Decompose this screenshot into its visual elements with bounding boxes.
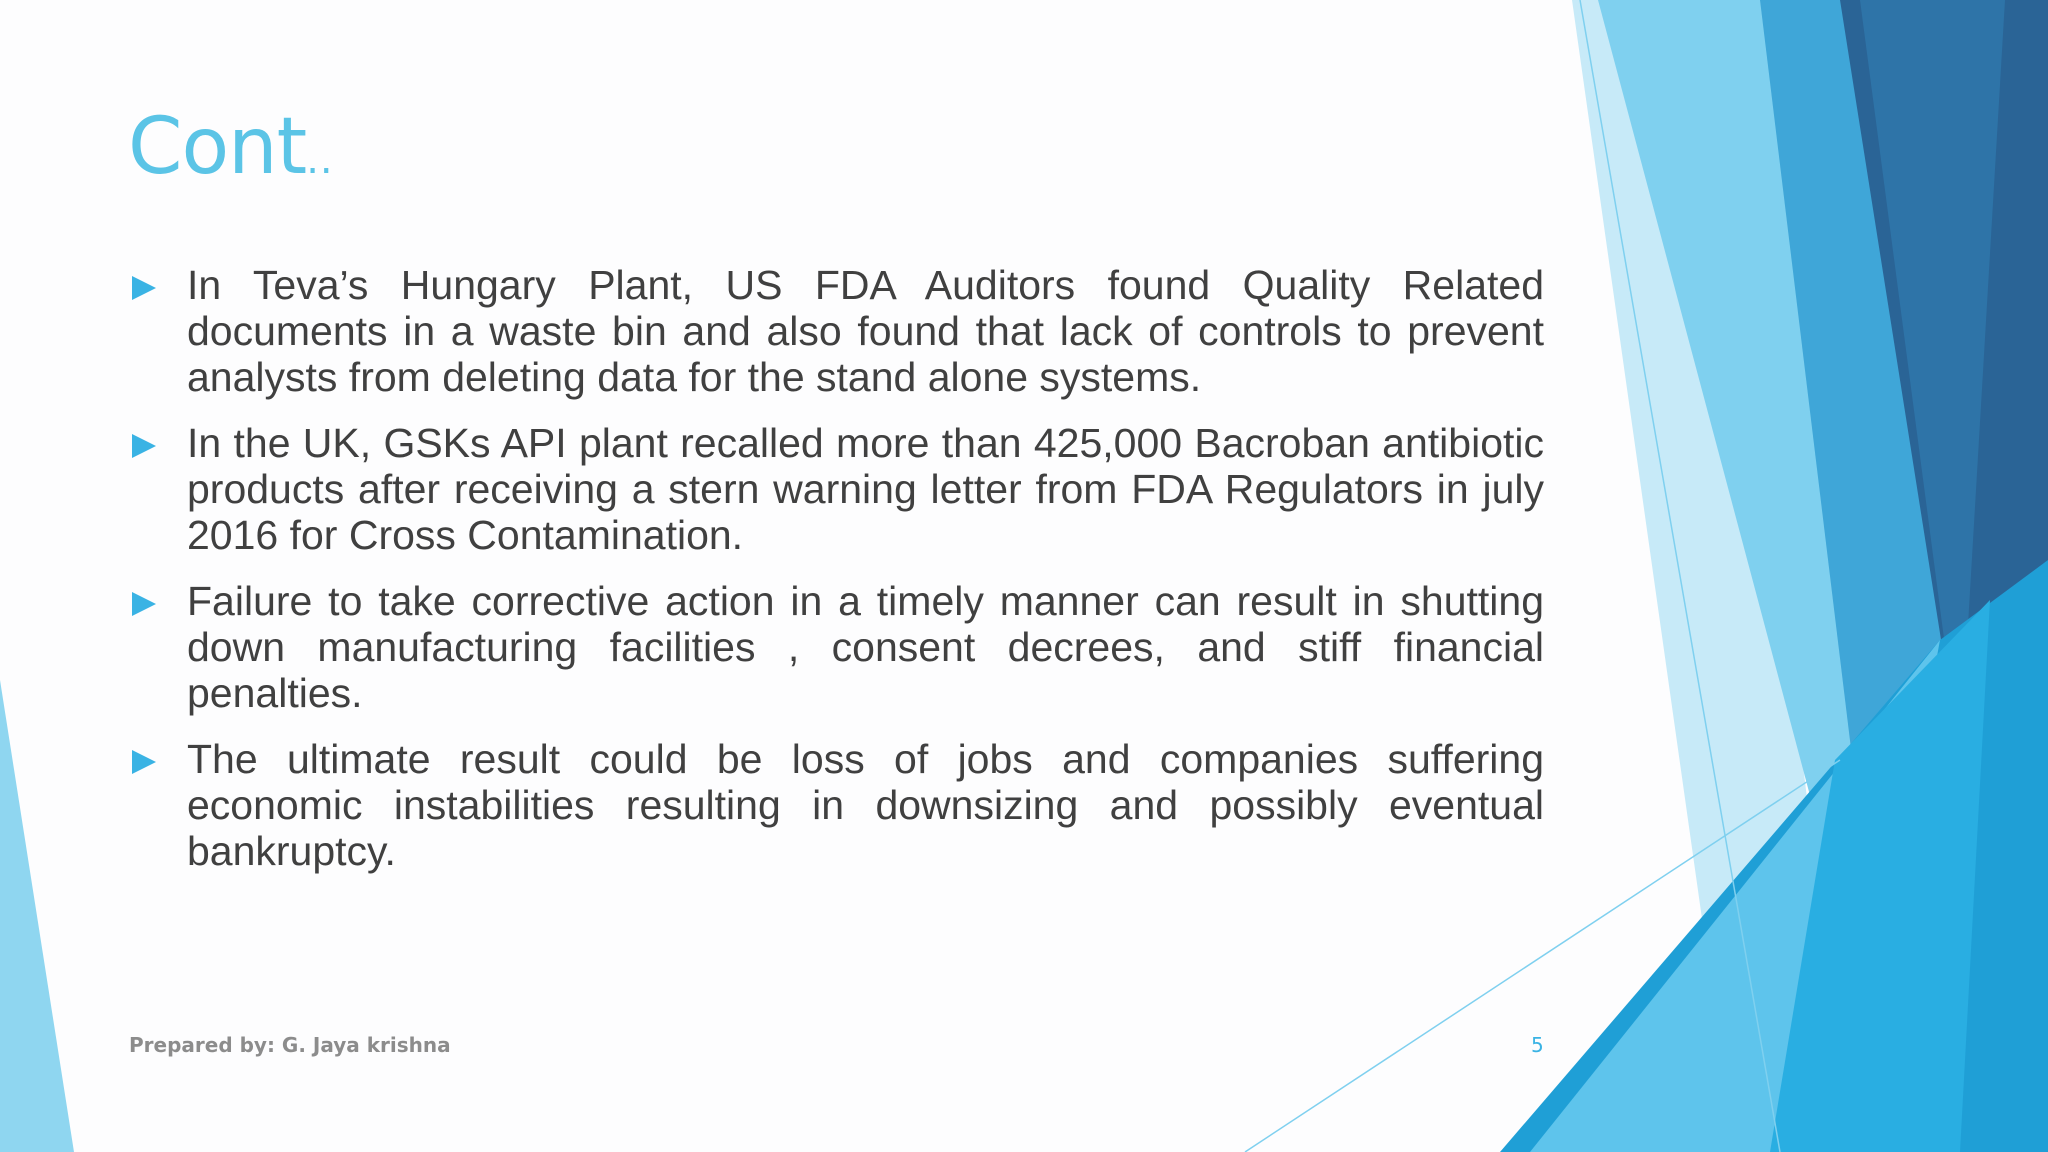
slide-title bbox=[128, 102, 334, 192]
bullet-text: In the UK, GSKs API plant recalled more than 425,000 Bacroban antibiotic products after receiving a stern warning letter from FDA Regulators in july 2016 for Cross Contamination. bbox=[187, 420, 1544, 558]
bullet-text: In Teva’s Hungary Plant, US FDA Auditors found Quality Related documents in a waste bin and also found that lack of controls to prevent analysts from deleting data for the stand alone systems. bbox=[187, 262, 1544, 400]
left-accent-shape bbox=[0, 680, 74, 1152]
bullet-text: The ultimate result could be loss of jobs and companies suffering economic instabilities resulting in downsizing and possibly eventual bankruptcy. bbox=[187, 736, 1544, 874]
bullet-arrow-icon bbox=[132, 750, 156, 774]
bullet-arrow-icon bbox=[132, 434, 156, 458]
bullet-list bbox=[128, 262, 1544, 894]
page-number: 5 bbox=[1531, 1033, 1544, 1057]
footer-text: Prepared by: G. Jaya krishna bbox=[129, 1033, 451, 1057]
bullet-arrow-icon bbox=[132, 276, 156, 300]
slide-title-dots: .. bbox=[306, 137, 334, 183]
bullet-item bbox=[128, 262, 1544, 400]
slide-title-text: Cont bbox=[128, 102, 307, 192]
bullet-text: Failure to take corrective action in a timely manner can result in shutting down manufacturing facilities , consent decrees, and stiff financial penalties. bbox=[187, 578, 1544, 716]
bullet-arrow-icon bbox=[132, 592, 156, 616]
bullet-item bbox=[128, 420, 1544, 558]
bullet-item bbox=[128, 736, 1544, 874]
bullet-item bbox=[128, 578, 1544, 716]
